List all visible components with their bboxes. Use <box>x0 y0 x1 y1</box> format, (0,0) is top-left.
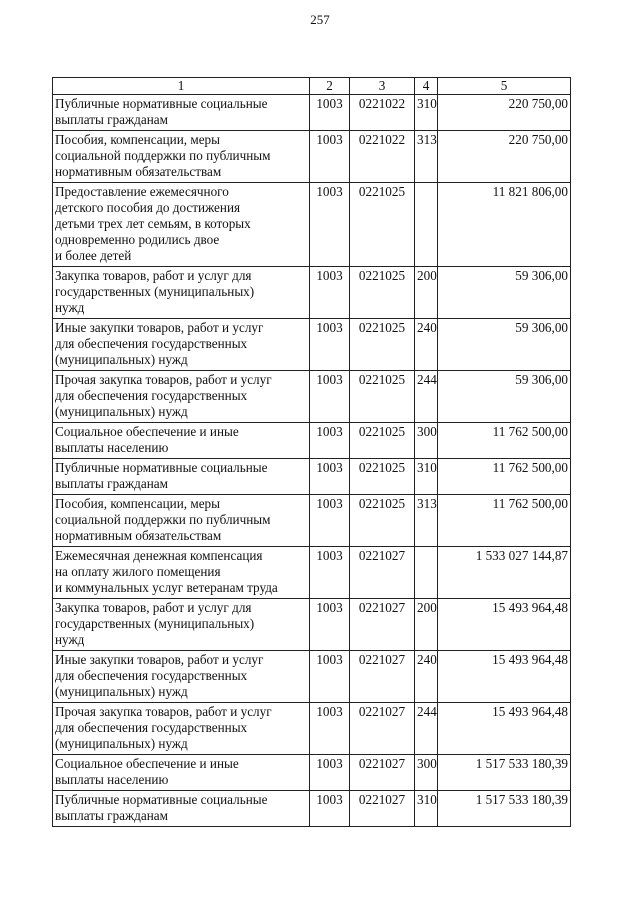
row-name: Иные закупки товаров, работ и услуг для обеспечения государственных (муниципальных) нужд <box>53 651 310 703</box>
row-section-code: 1003 <box>310 651 350 703</box>
row-amount: 1 517 533 180,39 <box>438 791 571 827</box>
row-target-code: 0221022 <box>350 95 415 131</box>
row-name: Иные закупки товаров, работ и услуг для обеспечения государственных (муниципальных) нужд <box>53 319 310 371</box>
row-expense-type-code: 310 <box>415 791 438 827</box>
row-section-code: 1003 <box>310 183 350 267</box>
row-target-code: 0221027 <box>350 791 415 827</box>
row-expense-type-code: 313 <box>415 495 438 547</box>
row-name: Прочая закупка товаров, работ и услуг для обеспечения государственных (муниципальных) нужд <box>53 703 310 755</box>
header-col-1: 1 <box>53 78 310 95</box>
row-expense-type-code: 244 <box>415 703 438 755</box>
table-row <box>53 319 571 371</box>
row-name: Публичные нормативные социальные выплаты гражданам <box>53 459 310 495</box>
row-amount: 220 750,00 <box>438 95 571 131</box>
row-amount: 11 762 500,00 <box>438 423 571 459</box>
row-amount: 15 493 964,48 <box>438 703 571 755</box>
row-amount: 59 306,00 <box>438 267 571 319</box>
row-target-code: 0221027 <box>350 703 415 755</box>
row-expense-type-code: 240 <box>415 319 438 371</box>
row-section-code: 1003 <box>310 423 350 459</box>
table-row <box>53 547 571 599</box>
row-target-code: 0221027 <box>350 755 415 791</box>
row-expense-type-code: 310 <box>415 95 438 131</box>
row-target-code: 0221027 <box>350 651 415 703</box>
row-amount: 59 306,00 <box>438 371 571 423</box>
row-target-code: 0221025 <box>350 371 415 423</box>
table-row <box>53 131 571 183</box>
row-section-code: 1003 <box>310 791 350 827</box>
row-expense-type-code <box>415 547 438 599</box>
row-name: Публичные нормативные социальные выплаты гражданам <box>53 95 310 131</box>
table-row <box>53 95 571 131</box>
row-section-code: 1003 <box>310 371 350 423</box>
table-row <box>53 791 571 827</box>
row-target-code: 0221022 <box>350 131 415 183</box>
row-name: Пособия, компенсации, меры социальной поддержки по публичным нормативным обязательствам <box>53 131 310 183</box>
header-col-2: 2 <box>310 78 350 95</box>
row-section-code: 1003 <box>310 547 350 599</box>
table-row <box>53 755 571 791</box>
row-name: Закупка товаров, работ и услуг для государственных (муниципальных) нужд <box>53 599 310 651</box>
row-amount: 11 762 500,00 <box>438 459 571 495</box>
row-section-code: 1003 <box>310 703 350 755</box>
row-amount: 15 493 964,48 <box>438 599 571 651</box>
row-target-code: 0221027 <box>350 599 415 651</box>
row-target-code: 0221025 <box>350 495 415 547</box>
table-row <box>53 423 571 459</box>
row-section-code: 1003 <box>310 267 350 319</box>
row-name: Предоставление ежемесячного детского пособия до достижения детьми трех лет семьям, в которых одновременно родились двое и более детей <box>53 183 310 267</box>
row-section-code: 1003 <box>310 495 350 547</box>
row-amount: 1 533 027 144,87 <box>438 547 571 599</box>
row-expense-type-code: 310 <box>415 459 438 495</box>
row-amount: 1 517 533 180,39 <box>438 755 571 791</box>
row-section-code: 1003 <box>310 755 350 791</box>
row-target-code: 0221025 <box>350 423 415 459</box>
row-name: Социальное обеспечение и иные выплаты населению <box>53 423 310 459</box>
table-row <box>53 703 571 755</box>
row-name: Пособия, компенсации, меры социальной поддержки по публичным нормативным обязательствам <box>53 495 310 547</box>
row-section-code: 1003 <box>310 599 350 651</box>
row-name: Публичные нормативные социальные выплаты гражданам <box>53 791 310 827</box>
row-expense-type-code: 300 <box>415 755 438 791</box>
row-section-code: 1003 <box>310 459 350 495</box>
row-target-code: 0221027 <box>350 547 415 599</box>
row-amount: 220 750,00 <box>438 131 571 183</box>
header-row <box>53 78 571 95</box>
row-section-code: 1003 <box>310 131 350 183</box>
row-amount: 59 306,00 <box>438 319 571 371</box>
row-name: Закупка товаров, работ и услуг для государственных (муниципальных) нужд <box>53 267 310 319</box>
row-expense-type-code: 200 <box>415 267 438 319</box>
row-name: Ежемесячная денежная компенсация на оплату жилого помещения и коммунальных услуг ветеранам труда <box>53 547 310 599</box>
table-row <box>53 459 571 495</box>
row-name: Прочая закупка товаров, работ и услуг для обеспечения государственных (муниципальных) нужд <box>53 371 310 423</box>
row-expense-type-code: 200 <box>415 599 438 651</box>
row-expense-type-code: 300 <box>415 423 438 459</box>
row-expense-type-code: 244 <box>415 371 438 423</box>
page-number: 257 <box>310 12 330 27</box>
row-expense-type-code: 240 <box>415 651 438 703</box>
row-amount: 15 493 964,48 <box>438 651 571 703</box>
table-row <box>53 267 571 319</box>
row-target-code: 0221025 <box>350 183 415 267</box>
row-target-code: 0221025 <box>350 459 415 495</box>
row-section-code: 1003 <box>310 95 350 131</box>
row-name: Социальное обеспечение и иные выплаты населению <box>53 755 310 791</box>
row-expense-type-code <box>415 183 438 267</box>
row-amount: 11 762 500,00 <box>438 495 571 547</box>
table-row <box>53 495 571 547</box>
budget-table <box>52 77 571 827</box>
header-col-4: 4 <box>415 78 438 95</box>
row-expense-type-code: 313 <box>415 131 438 183</box>
header-col-3: 3 <box>350 78 415 95</box>
header-col-5: 5 <box>438 78 571 95</box>
table-row <box>53 651 571 703</box>
table-row <box>53 371 571 423</box>
row-amount: 11 821 806,00 <box>438 183 571 267</box>
table-row <box>53 183 571 267</box>
row-target-code: 0221025 <box>350 267 415 319</box>
table-row <box>53 599 571 651</box>
row-section-code: 1003 <box>310 319 350 371</box>
row-target-code: 0221025 <box>350 319 415 371</box>
